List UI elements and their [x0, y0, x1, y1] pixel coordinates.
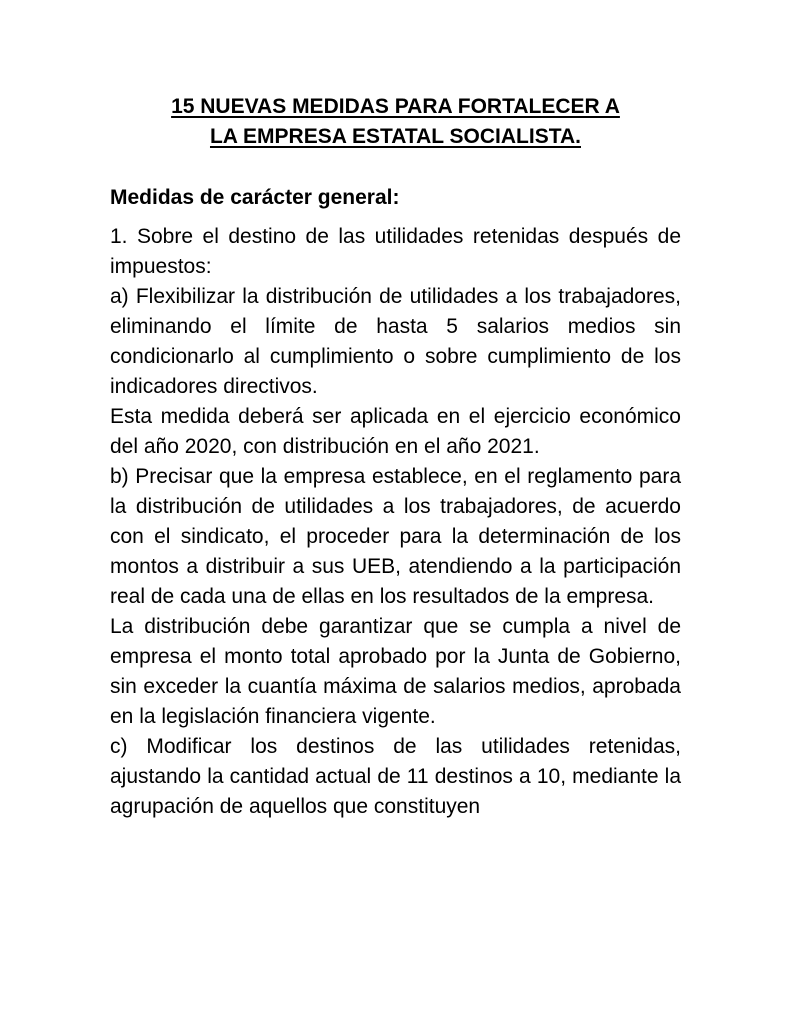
document-title	[110, 92, 681, 152]
title-line-2: LA EMPRESA ESTATAL SOCIALISTA.	[209, 125, 581, 148]
document-body	[110, 222, 681, 822]
title-line-1: 15 NUEVAS MEDIDAS PARA FORTALECER A	[171, 95, 620, 118]
paragraph-measure-1: 1. Sobre el destino de las utilidades retenidas después de impuestos:	[110, 225, 681, 278]
paragraph-item-c: c) Modificar los destinos de las utilidades retenidas, ajustando la cantidad actual de 11 destinos a 10, mediante la agrupación de aquellos que constituyen	[110, 735, 681, 818]
paragraph-item-a: a) Flexibilizar la distribución de utilidades a los trabajadores, eliminando el límite de hasta 5 salarios medios sin condicionarlo al cumplimiento o sobre cumplimiento de los indicadores directivos.	[110, 285, 681, 398]
section-heading: Medidas de carácter general:	[110, 186, 400, 209]
paragraph-item-b: b) Precisar que la empresa establece, en el reglamento para la distribución de utilidades a los trabajadores, de acuerdo con el sindicato, el proceder para la determinación de los montos a distribuir a sus UEB, atendiendo a la participación real de cada una de ellas en los resultados de la empresa.	[110, 465, 681, 608]
paragraph-item-b-note: La distribución debe garantizar que se cumpla a nivel de empresa el monto total aprobado por la Junta de Gobierno, sin exceder la cuantía máxima de salarios medios, aprobada en la legislación financiera vigente.	[110, 615, 681, 728]
paragraph-item-a-note: Esta medida deberá ser aplicada en el ejercicio económico del año 2020, con distribución en el año 2021.	[110, 405, 681, 458]
